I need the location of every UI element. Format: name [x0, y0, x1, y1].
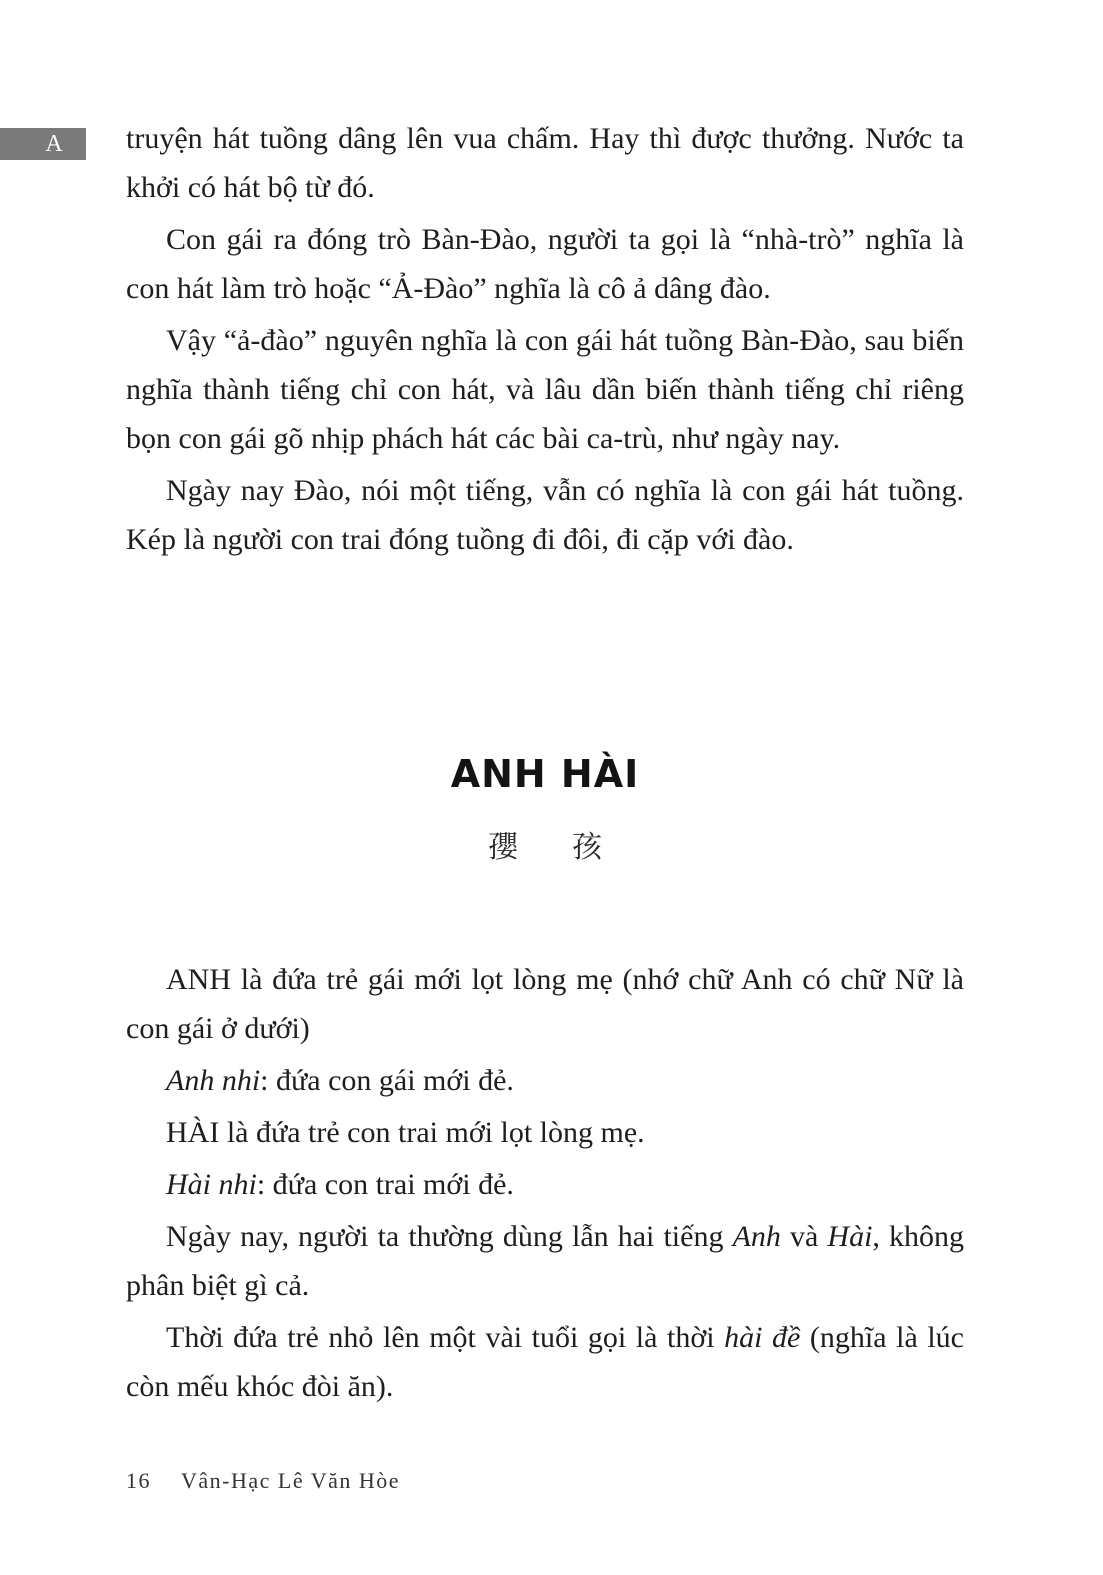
bottom-text-block — [126, 955, 964, 1414]
term: Anh — [732, 1220, 781, 1253]
definition: : đứa con gái mới đẻ. — [260, 1064, 514, 1097]
paragraph — [126, 1160, 964, 1209]
paragraph — [126, 1313, 964, 1411]
top-text-block — [126, 114, 964, 567]
term: Anh nhi — [166, 1064, 261, 1097]
section-letter-tab: A — [0, 128, 86, 160]
page-number: 16 — [126, 1468, 151, 1493]
section-title: ANH HÀI — [450, 752, 640, 796]
definition: : đứa con trai mới đẻ. — [256, 1168, 514, 1201]
page-footer — [126, 1468, 400, 1494]
section-hanzi: 孾孩 — [488, 830, 656, 865]
running-author: Vân-Hạc Lê Văn Hòe — [181, 1468, 401, 1493]
text-segment: Thời đứa trẻ nhỏ lên một vài tuổi gọi là thời — [166, 1321, 725, 1354]
paragraph: ANH là đứa trẻ gái mới lọt lòng mẹ (nhớ chữ Anh có chữ Nữ là con gái ở dưới) — [126, 963, 964, 1045]
paragraph: Con gái ra đóng trò Bàn-Đào, người ta gọi là “nhà-trò” nghĩa là con hát làm trò hoặc “Ả-Đào” nghĩa là cô ả dâng đào. — [126, 223, 964, 305]
paragraph: HÀI là đứa trẻ con trai mới lọt lòng mẹ. — [166, 1116, 645, 1149]
term: hài đề — [724, 1321, 801, 1354]
text-segment: , không phân biệt gì cả. — [126, 1220, 965, 1302]
paragraph: truyện hát tuồng dâng lên vua chấm. Hay thì được thưởng. Nước ta khởi có hát bộ từ đó. — [126, 122, 964, 204]
paragraph: Ngày nay Đào, nói một tiếng, vẫn có nghĩa là con gái hát tuồng. Kép là người con trai đóng tuồng đi đôi, đi cặp với đào. — [126, 474, 964, 556]
paragraph — [126, 1056, 964, 1105]
term: Hài nhi — [166, 1168, 257, 1201]
paragraph: Vậy “ả-đào” nguyên nghĩa là con gái hát tuồng Bàn-Đào, sau biến nghĩa thành tiếng chỉ con hát, và lâu dần biến thành tiếng chỉ riêng bọn con gái gõ nhịp phách hát các bài ca-trù, như ngày nay. — [126, 324, 964, 455]
text-segment: (nghĩa là lúc còn mếu khóc đòi ăn). — [126, 1321, 964, 1403]
paragraph — [126, 1212, 964, 1310]
text-segment: và — [780, 1220, 828, 1253]
term: Hài — [827, 1220, 873, 1253]
text-segment: Ngày nay, người ta thường dùng lẫn hai tiếng — [166, 1220, 733, 1253]
